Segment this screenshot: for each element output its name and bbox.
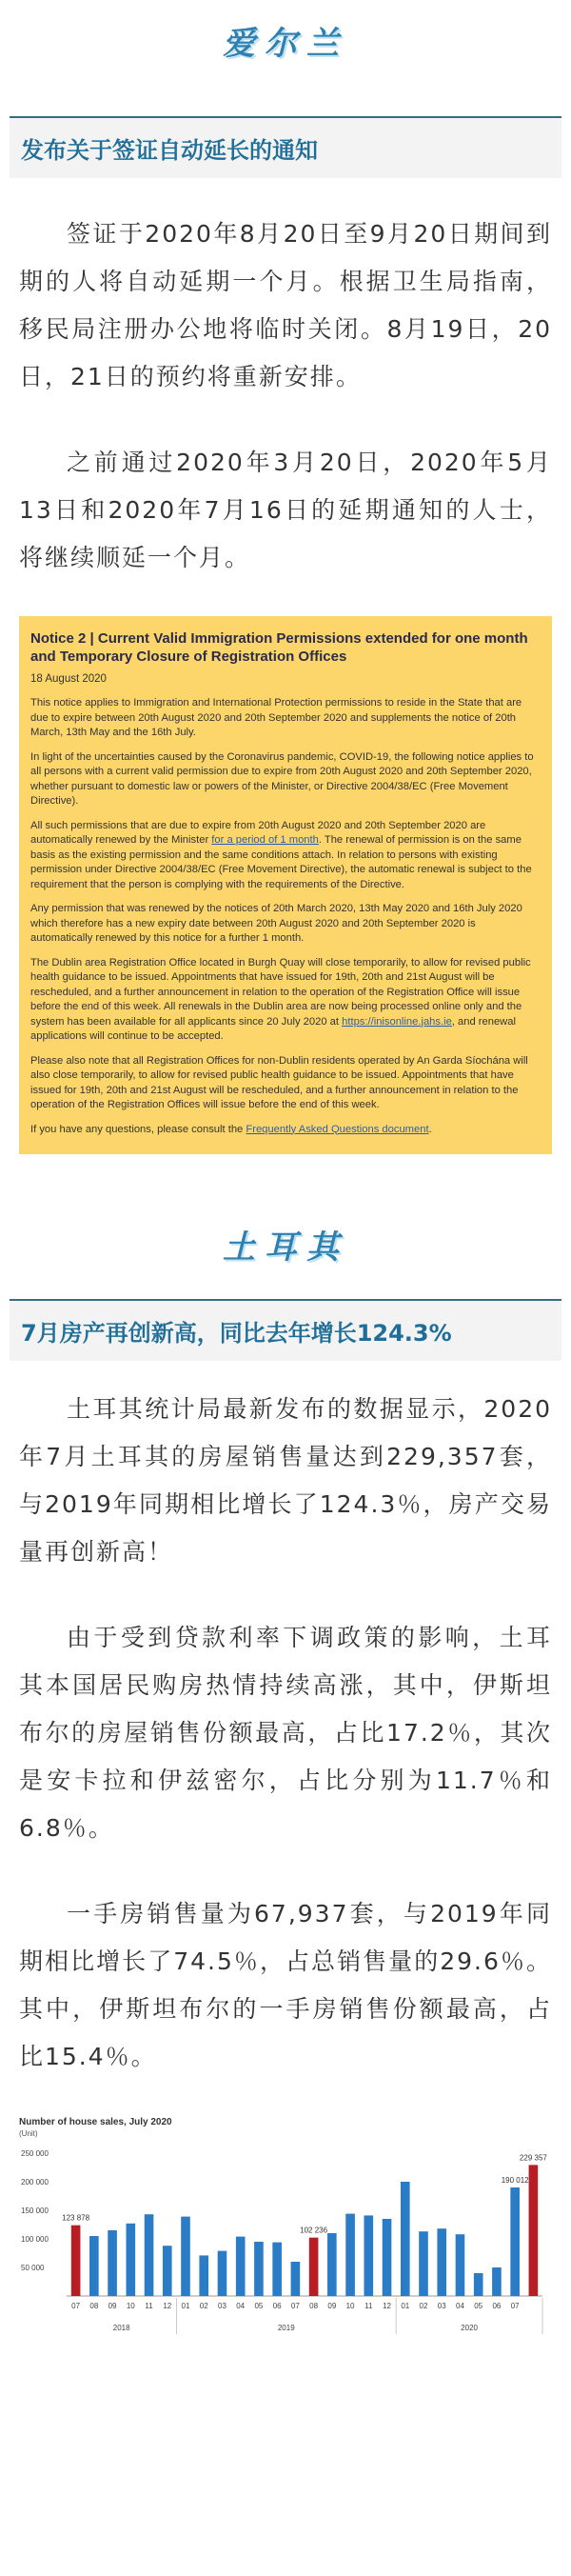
x-tick-label: 07 [290,2302,300,2310]
notice-p5-text-b: , and renewal applications will continue to be accepted. [30,1015,516,1042]
bar [236,2237,246,2296]
notice-paragraph-7 [30,1123,541,1138]
country-title-turkey: 土耳其 [223,1228,348,1267]
data-label: 229 357 [519,2153,547,2163]
notice-p3-text-a: All such permissions that are due to expire from 20th August 2020 and 20th September 2020 are automatically renewed by the Minister [30,819,486,846]
x-tick-label: 11 [364,2302,373,2310]
year-label: 2019 [277,2324,295,2332]
x-tick-label: 03 [218,2302,226,2310]
turkey-paragraph-3: 一手房销售量为67,937套，与2019年同期相比增长了74.5％，占总销售量的29.6％。其中，伊斯坦布尔的一手房销售份额最高，占比15.4％。 [19,1900,552,2070]
x-tick-label: 05 [254,2302,264,2310]
notice-paragraph-1: This notice applies to Immigration and International Protection permissions to reside in the State that are due to expire between 20th August 2020 and 20th September 2020 and supplements the notice of 20th March, 13th May and the 16th July. [30,697,522,738]
x-tick-label: 10 [345,2302,355,2310]
house-sales-chart [19,2113,552,2355]
notice-paragraph-3 [30,819,541,893]
bar [127,2224,136,2296]
headline-turkey [10,1299,561,1361]
faq-link[interactable]: Frequently Asked Questions document [246,1123,429,1135]
bar [89,2236,99,2296]
one-month-link[interactable]: for a period of 1 month [211,834,319,846]
notice-paragraph-2: In light of the uncertainties caused by the Coronavirus pandemic, COVID-19, the following notice applies to all persons with a current valid permission due to expire from 20th August 2020 and 20th September 2020, whether pursuant to domestic law or powers of the Minister, or Directive 2004/38/EC (Free Movement Directive). [30,750,534,807]
bar [181,2217,190,2296]
chart-title: Number of house sales, July 2020 [19,2117,172,2127]
bar [71,2226,81,2296]
ireland-section [0,0,571,1154]
headline-ireland-text: 发布关于签证自动延长的通知 [21,137,318,164]
bar [199,2255,208,2296]
x-tick-label: 12 [383,2302,391,2310]
notice-paragraph-4: Any permission that was renewed by the notices of 20th March 2020, 13th May 2020 and 16th July 2020 which therefore has a new expiry date between 20th August 2020 and 20th September 2020 is automatically renewed by this notice for a further 1 month. [30,903,522,944]
bar [145,2214,154,2296]
data-label: 102 236 [300,2226,328,2235]
inis-online-link[interactable]: https://inisonline.jahs.ie [342,1015,452,1028]
x-tick-label: 01 [181,2302,190,2310]
bar [218,2251,227,2296]
turkey-paragraph-2: 由于受到贷款利率下调政策的影响，土耳其本国居民购房热情持续高涨，其中，伊斯坦布尔的房屋销售份额最高，占比17.2％，其次是安卡拉和伊兹密尔，占比分别为11.7％和6.8％。 [19,1624,552,1842]
ireland-paragraph-2: 之前通过2020年3月20日，2020年5月13日和2020年7月16日的延期通知的人士， 将继续顺延一个月。 [19,449,552,571]
x-tick-label: 06 [272,2302,282,2310]
ireland-paragraph-1: 签证于2020年8月20日至9月20日期间到期的人将自动延期一个月。根据卫生局指南，移民局注册办公地将临时关闭。8月19日，20日，21日的预约将重新安排。 [19,220,552,390]
bar [492,2267,502,2296]
bar [272,2243,282,2296]
bar [291,2262,301,2296]
x-tick-label: 09 [108,2302,117,2310]
bar [345,2214,355,2296]
notice-date: 18 August 2020 [30,673,107,685]
x-tick-label: 02 [419,2302,428,2310]
chart-unit-label: (Unit) [19,2129,38,2138]
house-sales-chart-svg [19,2113,552,2351]
bar [364,2215,374,2296]
x-tick-label: 07 [510,2302,520,2310]
bar [529,2165,539,2296]
bar [163,2246,172,2296]
notice-p7-text-b: . [428,1123,432,1135]
notice-p7-text-a: If you have any questions, please consult the [30,1123,246,1135]
x-tick-label: 08 [309,2302,319,2310]
bar [401,2182,410,2296]
bar [510,2187,520,2296]
x-tick-label: 05 [474,2302,483,2310]
x-tick-label: 01 [401,2302,410,2310]
bar [437,2228,446,2296]
bar [383,2219,392,2296]
bar [108,2230,117,2296]
bar [309,2238,319,2296]
y-tick-label: 50 000 [21,2264,45,2272]
turkey-paragraph-1: 土耳其统计局最新发布的数据显示，2020年7月土耳其的房屋销售量达到229,357套，与2019年同期相比增长了124.3％，房产交易量再创新高！ [19,1395,552,1566]
notice-title: Notice 2 | Current Valid Immigration Permissions extended for one month and Temporary Closure of Registration Offices [30,630,528,665]
notice-paragraph-6: Please also note that all Registration Offices for non-Dublin residents operated by An Garda Síochána will also close temporarily, to allow for revised public health guidance to be issued. Appointments that have issued for 19th, 20th and 21st August will be rescheduled, and a further announcement in relation to the operation of the Registration Offices will issue before the end of this week. [30,1054,528,1110]
x-tick-label: 04 [236,2302,246,2310]
headline-ireland [10,116,561,178]
x-tick-label: 09 [327,2302,337,2310]
country-title-ireland: 爱尔兰 [223,25,348,63]
y-tick-label: 250 000 [21,2149,49,2158]
y-tick-label: 100 000 [21,2235,49,2244]
notice-paragraph-5 [30,956,541,1045]
x-tick-label: 12 [163,2302,172,2310]
x-tick-label: 08 [89,2302,99,2310]
bar [327,2233,337,2296]
x-tick-label: 03 [437,2302,446,2310]
x-tick-label: 11 [145,2302,153,2310]
year-label: 2020 [461,2324,478,2332]
notice-card [19,616,552,1154]
bar [419,2231,428,2296]
bar [474,2273,483,2296]
bar [456,2234,465,2296]
x-tick-label: 06 [492,2302,502,2310]
x-tick-label: 02 [199,2302,208,2310]
x-tick-label: 04 [456,2302,464,2310]
headline-turkey-text: 7月房产再创新高，同比去年增长124.3% [21,1320,452,1347]
data-label: 190 012 [501,2175,529,2185]
y-tick-label: 150 000 [21,2207,49,2215]
x-tick-label: 07 [71,2302,81,2310]
data-label: 123 878 [62,2213,90,2223]
y-tick-label: 200 000 [21,2178,49,2187]
bar [254,2242,264,2296]
year-label: 2018 [112,2324,130,2332]
notice-p3-text-b: . The renewal of permission is on the same basis as the existing permission and the same conditions attach. In relation to persons with existing permission under Directive 2004/38/EC (Free Movement Directive), the automatic renewal is subject to the requirement that the person is complying with the requirements of the Directive. [30,834,532,890]
turkey-section [0,1154,571,2355]
notice-p5-text-a: The Dublin area Registration Office located in Burgh Quay will close temporarily, to allow for revised public health guidance to be issued. Appointments that have issued for 19th, 20th and 21st August will be rescheduled, and a further announcement in relation to the operation of the Registration Office will issue before the end of this week. All renewals in the Dublin area are now being processed online only and the system has been available for all applicants since 20 July 2020 at [30,956,531,1028]
x-tick-label: 10 [126,2302,135,2310]
